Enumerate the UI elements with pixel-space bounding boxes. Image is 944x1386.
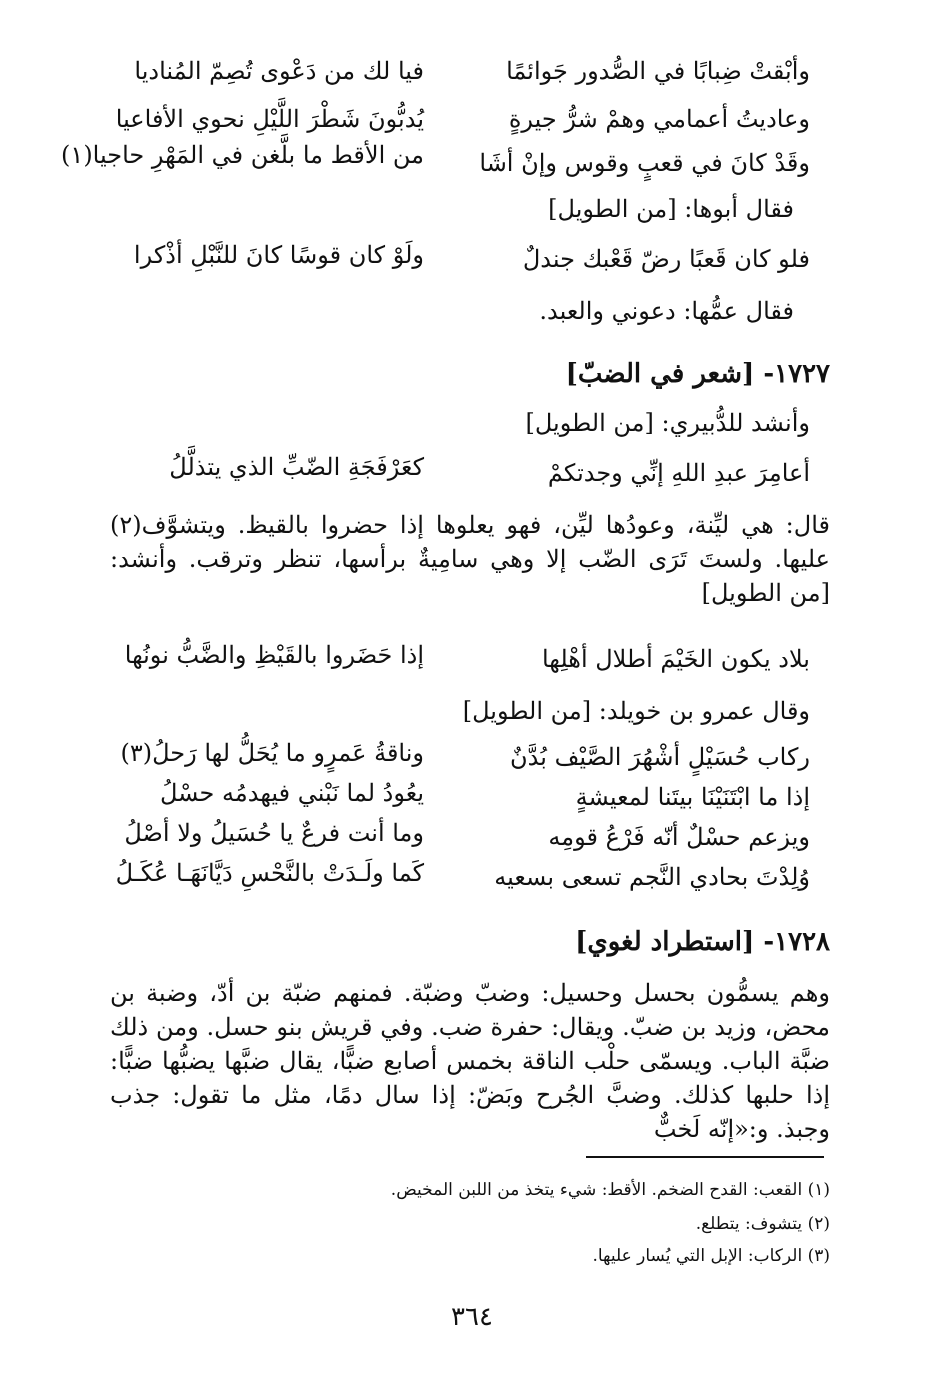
- narration-line: فقال أبوها: [من الطويل]: [548, 195, 794, 223]
- verse-hemistich-left: كعَرْفَجَةِ الضّبِّ الذي يتذلَّلُ: [169, 453, 424, 481]
- verse-hemistich-left: وناقةُ عَمرٍو ما يُحَلُّ لها رَحلُ(٣): [120, 739, 424, 767]
- verse-hemistich-right: بلاد يكون الخَيْمَ أطلال أهْلِها: [541, 645, 810, 673]
- section-heading-1728: ١٧٢٨- [استطراد لغوي]: [575, 927, 830, 957]
- verse-hemistich-right: وُلِدْتَ بحادي النَّجم تسعى بسعيه: [494, 863, 810, 891]
- footnote: (٢) يتشوف: يتطلع.: [695, 1214, 830, 1234]
- verse-hemistich-left: وما أنت فرعٌ يا حُسَيلُ ولا أصْلُ: [124, 819, 424, 847]
- verse-hemistich-right: ويزعم حسْلٌ أنّه فَرْعُ قومِه: [548, 823, 810, 851]
- verse-hemistich-left: يعُودُ لما نَبْني فيهدمُه حسْلُ: [159, 779, 424, 807]
- verse-hemistich-right: وقَدْ كانَ في قعبٍ وقوس وإنْ أشَا: [479, 149, 810, 177]
- narration-line: وأنشد للدُّبيري: [من الطويل]: [525, 409, 810, 437]
- verse-hemistich-right: وأبْقتْ ضِبابًا في الصُّدور جَوائمًا: [506, 57, 810, 85]
- verse-hemistich-left: من الأقط ما بلَّغن في المَهْرِ حاجيا(١): [61, 141, 424, 169]
- footnote: (٣) الركاب: الإبل التي يُسار عليها.: [592, 1246, 830, 1266]
- verse-hemistich-left: ولَوْ كان قوسًا كانَ للنَّبْلِ أذْكرا: [133, 241, 424, 269]
- verse-hemistich-right: وعاديتُ أعمامي وهمْ شرُّ جيرةٍ: [508, 105, 810, 133]
- page-number: ٣٦٤: [451, 1302, 493, 1332]
- prose-paragraph: قال: هي ليِّنة، وعودُها ليِّن، فهو يعلوها إذا حضروا بالقيظ. ويتشوَّف(٢) عليها. ولستَ تَرَى الضّب إلا وهي سامِيةٌ برأسها، تنظر وترقب. وأنشد: [من الطويل]: [110, 511, 830, 607]
- verse-hemistich-left: إذا حَضَروا بالقَيْظِ والضَّبُّ نونُها: [124, 641, 424, 669]
- verse-hemistich-right: فلو كان قَعبًا رضّ قَعْبك جندلٌ: [522, 245, 810, 273]
- footnote-separator: [586, 1156, 824, 1158]
- narration-line: فقال عمُّها: دعوني والعبد.: [539, 297, 794, 325]
- narration-line: وقال عمرو بن خويلد: [من الطويل]: [462, 697, 810, 725]
- verse-hemistich-right: أعامِرَ عبدِ اللهِ إنِّي وجدتكمْ: [547, 459, 810, 487]
- prose-paragraph: وهم يسمُّون بحسل وحسيل: وضبّ وضبّة. فمنهم ضبّة بن أدّ، وضبة بن محض، وزيد بن ضبّ. ويقال: حفرة ضب. وفي قريش بنو حسل. ومن ذلك ضبَّة الباب. ويسمّى حلْب الناقة بخمس أصابع ضبًّا، يقال ضبَّها يضبُّها ضبًّا: إذا حلبها كذلك. وضبَّ الجُرح وبَضّ: إذا سال دمًا، مثل ما تقول: جذب وجبذ. و:«إنّه لَخبٌّ: [110, 979, 830, 1143]
- footnote: (١) القعب: القدح الضخم. الأقط: شيء يتخذ من اللبن المخيض.: [390, 1180, 830, 1200]
- verse-hemistich-left: فيا لك من دَعْوى تُصِمّ المُناديا: [134, 57, 424, 85]
- verse-hemistich-left: كَما ولَـدَتْ بالنَّحْسِ دَيَّانَهَـا عُكَـلُ: [115, 859, 424, 887]
- verse-hemistich-right: إذا ما ابْتَنَيْنَا بيتَنا لمعيشةٍ: [575, 783, 810, 811]
- verse-hemistich-right: ركاب حُسَيْلٍ أشْهُرَ الصَّيْف بُدَّنٌ: [510, 743, 810, 771]
- verse-hemistich-left: يُدبُّونَ شَطْرَ اللَّيْلِ نحوي الأفاعيا: [115, 105, 424, 133]
- section-heading-1727: ١٧٢٧- [شعر في الضبّ]: [565, 359, 830, 389]
